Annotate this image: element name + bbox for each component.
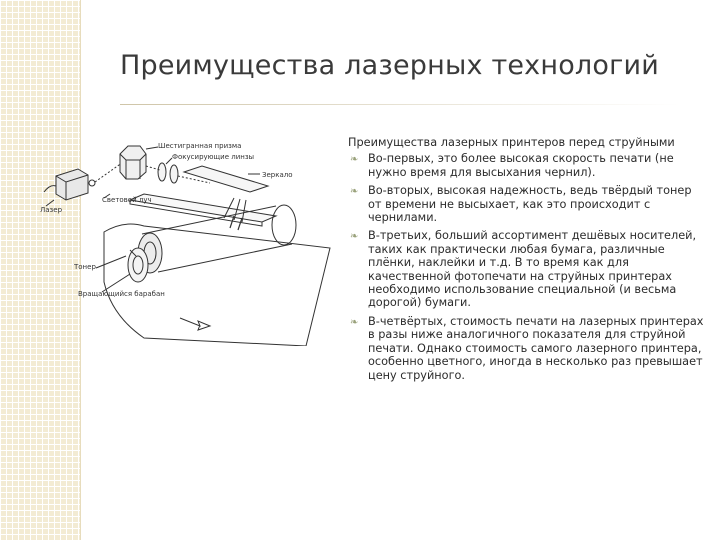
list-item xyxy=(348,315,706,382)
label-beam: Световой луч xyxy=(102,196,152,204)
label-prism: Шестигранная призма xyxy=(158,142,242,150)
leaf-bullet-icon: ❧ xyxy=(350,316,359,328)
label-laser: Лазер xyxy=(40,206,63,214)
list-item xyxy=(348,152,706,179)
advantages-list xyxy=(348,152,706,382)
leaf-bullet-icon: ❧ xyxy=(350,231,359,243)
list-item xyxy=(348,229,706,309)
content-block xyxy=(348,136,706,387)
bullet-text: В-третьих, больший ассортимент дешёвых носителей, таких как практически любая бумага, различные плёнки, наклейки и т.д. В то время как для качественной фотопечати на струйных принтерах необходимо использование специальной (и весьма дорогой) бумаги. xyxy=(368,229,697,310)
label-mirror: Зеркало xyxy=(262,171,293,179)
list-item xyxy=(348,184,706,224)
leaf-bullet-icon: ❧ xyxy=(350,186,359,198)
hexagonal-prism xyxy=(120,146,146,179)
label-lenses: Фокусирующие линзы xyxy=(172,153,255,161)
laser-unit xyxy=(44,169,95,200)
label-toner: Тонер xyxy=(74,263,96,271)
bullet-text: Во-первых, это более высокая скорость печати (не нужно время для высыхания чернил). xyxy=(368,152,674,179)
laser-printer-diagram xyxy=(34,136,344,346)
focusing-lenses xyxy=(158,163,178,183)
bullet-text: Во-вторых, высокая надежность, ведь твёрдый тонер от времени не высыхает, как это происходит с чернилами. xyxy=(368,184,692,225)
mirror xyxy=(184,166,268,192)
label-drum: Вращающийся барабан xyxy=(78,290,165,298)
bullet-text: В-четвёртых, стоимость печати на лазерных принтерах в разы ниже аналогичного показателя для струйной печати. Однако стоимость самого лазерного принтера, особенно цветного, иногда в несколько раз превышает цену струйного. xyxy=(368,314,704,382)
slide-title: Преимущества лазерных технологий xyxy=(120,50,659,81)
title-divider xyxy=(120,104,680,105)
intro-text: Преимущества лазерных принтеров перед струйными xyxy=(348,136,675,149)
leaf-bullet-icon: ❧ xyxy=(350,154,359,166)
